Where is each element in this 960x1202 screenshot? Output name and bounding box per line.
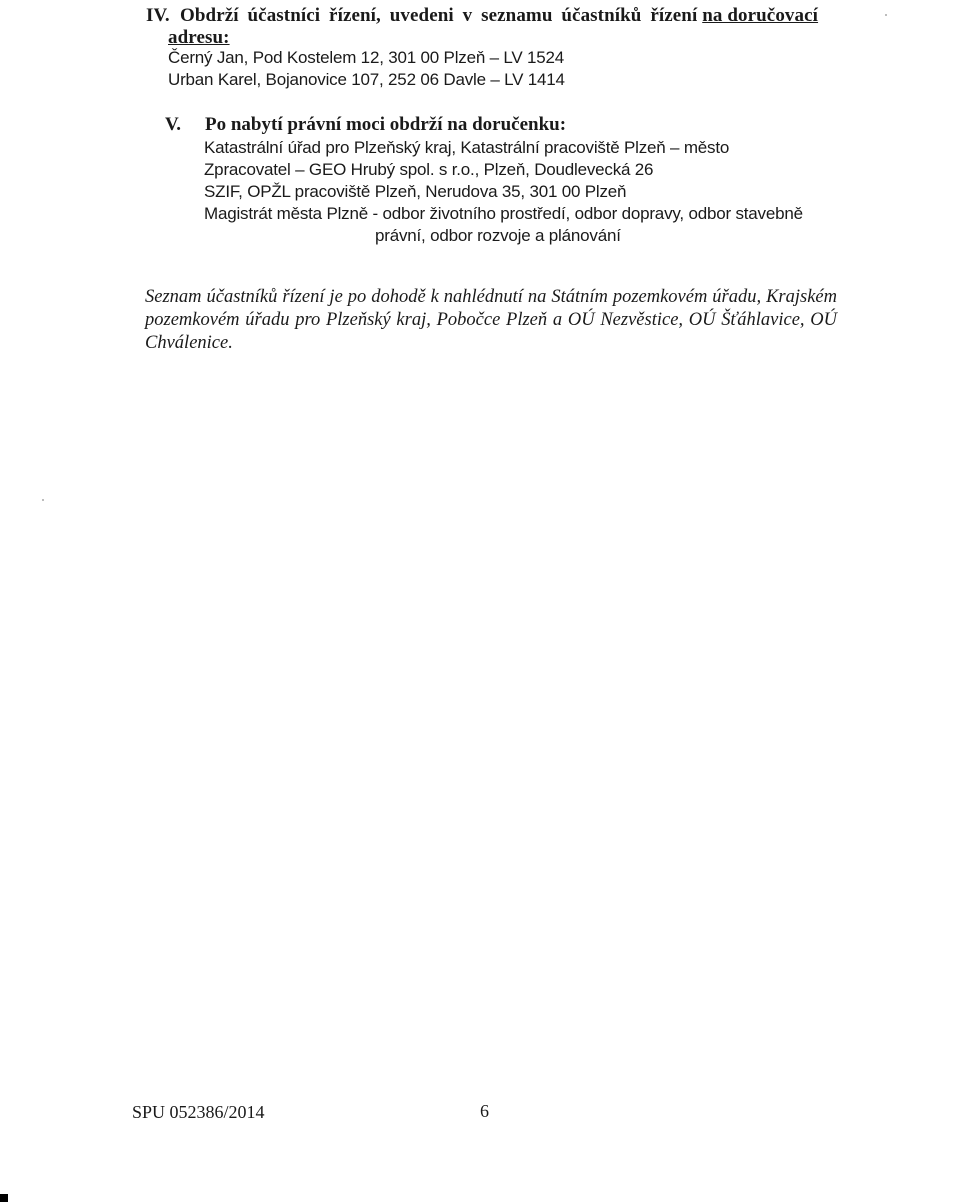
participants-list-note: Seznam účastníků řízení je po dohodě k nahlédnutí na Státním pozemkovém úřadu, Krajském pozemkovém úřadu pro Plzeňský kraj, Pobočce Plzeň a OÚ Nezvěstice, OÚ Šťáhlavice, OÚ Chválenice. xyxy=(145,287,837,353)
section-v-heading xyxy=(165,114,566,136)
section-iv-number: IV. xyxy=(146,5,170,26)
scan-speck xyxy=(42,499,44,501)
section-v-recipient-4: Magistrát města Plzně - odbor životního prostředí, odbor dopravy, odbor stavebně xyxy=(204,204,803,223)
section-iv-heading-text: Obdrží účastníci řízení, uvedeni v seznamu účastníků řízení xyxy=(180,5,698,26)
page-number: 6 xyxy=(480,1101,489,1121)
section-v-recipient-1: Katastrální úřad pro Plzeňský kraj, Katastrální pracoviště Plzeň – město xyxy=(204,138,730,157)
section-v-recipient-3: SZIF, OPŽL pracoviště Plzeň, Nerudova 35, 301 00 Plzeň xyxy=(204,182,627,201)
document-reference: SPU 052386/2014 xyxy=(132,1102,265,1122)
section-v-heading-text: Po nabytí právní moci obdrží na doručenku: xyxy=(205,114,567,135)
section-iv-heading-underlined-2: adresu: xyxy=(168,27,230,48)
section-iv-heading-underlined-1: na doručovací xyxy=(702,5,819,26)
scan-corner-mark xyxy=(0,1194,8,1202)
section-v-recipient-2: Zpracovatel – GEO Hrubý spol. s r.o., Plzeň, Doudlevecká 26 xyxy=(204,160,654,179)
section-v-number: V. xyxy=(165,114,182,135)
section-v-recipient-4-cont: právní, odbor rozvoje a plánování xyxy=(375,226,621,245)
section-iv-recipient-2: Urban Karel, Bojanovice 107, 252 06 Davle – LV 1414 xyxy=(168,70,565,89)
scan-speck xyxy=(885,14,887,16)
section-iv-heading xyxy=(146,5,846,49)
section-iv-recipient-1: Černý Jan, Pod Kostelem 12, 301 00 Plzeň – LV 1524 xyxy=(168,48,565,67)
